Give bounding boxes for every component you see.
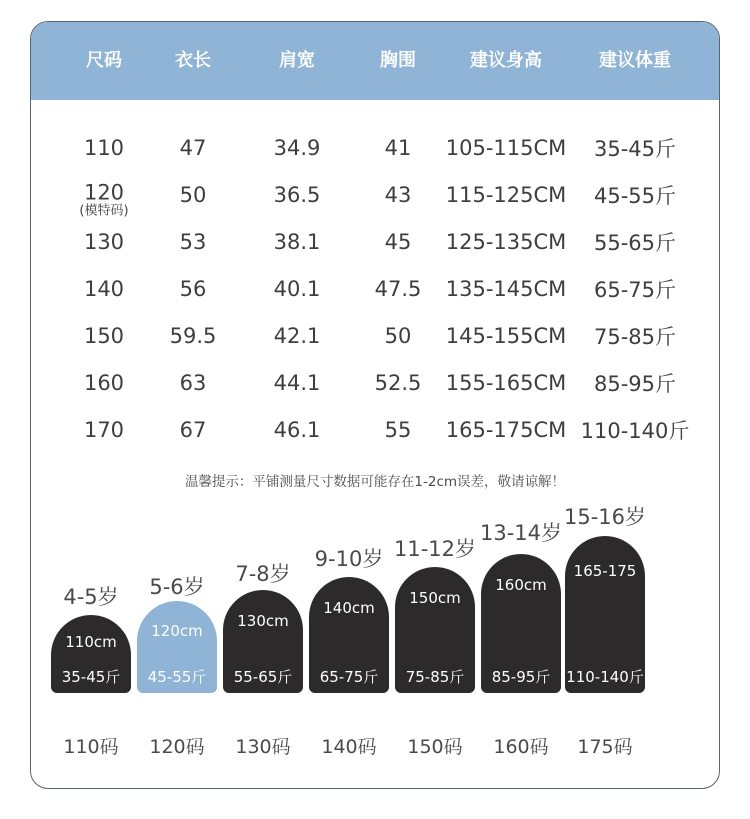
cell-weight: 75-85斤: [593, 325, 677, 349]
age-label: 13-14岁: [479, 521, 563, 545]
age-label: 9-10岁: [314, 547, 384, 571]
size-code-label: 120码: [149, 736, 205, 758]
figure-weight: 55-65斤: [233, 668, 293, 686]
header-weight: 建议体重: [599, 50, 671, 71]
cell-chest: 55: [384, 418, 412, 442]
cell-height: 115-125CM: [445, 183, 567, 207]
figure-weight: 65-75斤: [319, 668, 379, 686]
cell-size: 170: [83, 418, 125, 442]
cell-weight: 45-55斤: [593, 184, 677, 208]
size-figure-175码: [565, 536, 645, 693]
cell-height: 135-145CM: [445, 277, 567, 301]
age-label: 11-12岁: [393, 537, 477, 561]
header-shoulder: 肩宽: [279, 50, 315, 71]
cell-shoulder: 36.5: [273, 183, 321, 207]
figure-height-cm: 140cm: [323, 599, 375, 617]
figure-height-cm: 165-175: [573, 562, 637, 580]
cell-length: 47: [179, 136, 207, 160]
figure-weight: 45-55斤: [147, 668, 207, 686]
cell-shoulder: 46.1: [273, 418, 321, 442]
age-label: 15-16岁: [563, 505, 647, 529]
figure-height-cm: 120cm: [151, 622, 203, 640]
cell-length: 67: [179, 418, 207, 442]
cell-chest: 50: [384, 324, 412, 348]
size-code-label: 150码: [407, 736, 463, 758]
cell-size-note: (模特码): [79, 203, 129, 219]
cell-size: 160: [83, 371, 125, 395]
size-chart-card: [30, 21, 720, 789]
size-figure-160码: [481, 554, 561, 693]
cell-chest: 45: [384, 230, 412, 254]
figure-height-cm: 160cm: [495, 576, 547, 594]
table-header: [31, 22, 719, 100]
figure-weight: 110-140斤: [566, 668, 644, 686]
figure-height-cm: 150cm: [409, 589, 461, 607]
cell-height: 165-175CM: [445, 418, 567, 442]
cell-size: [79, 182, 128, 219]
cell-weight: 55-65斤: [593, 231, 677, 255]
figure-weight: 35-45斤: [61, 668, 121, 686]
cell-weight: 65-75斤: [593, 278, 677, 302]
cell-size: 110: [83, 136, 125, 160]
figure-height-cm: 130cm: [237, 612, 289, 630]
cell-weight: 110-140斤: [580, 419, 690, 443]
age-label: 7-8岁: [235, 562, 291, 586]
measurement-tip: 温馨提示：平铺测量尺寸数据可能存在1-2cm误差，敬请谅解！: [184, 474, 566, 490]
cell-shoulder: 40.1: [273, 277, 321, 301]
cell-chest: 52.5: [374, 371, 422, 395]
cell-length: 50: [179, 183, 207, 207]
size-figure-120码: [137, 601, 217, 693]
size-code-label: 140码: [321, 736, 377, 758]
cell-size-value: 120: [83, 180, 125, 205]
size-figure-130码: [223, 590, 303, 693]
header-size: 尺码: [86, 50, 122, 71]
cell-shoulder: 44.1: [273, 371, 321, 395]
header-length: 衣长: [175, 50, 211, 71]
cell-height: 125-135CM: [445, 230, 567, 254]
cell-size: 150: [83, 324, 125, 348]
cell-height: 105-115CM: [445, 136, 567, 160]
cell-length: 56: [179, 277, 207, 301]
cell-shoulder: 38.1: [273, 230, 321, 254]
size-figure-150码: [395, 567, 475, 693]
cell-length: 53: [179, 230, 207, 254]
figure-weight: 85-95斤: [491, 668, 551, 686]
size-code-label: 110码: [63, 736, 119, 758]
age-label: 5-6岁: [149, 575, 205, 599]
header-height: 建议身高: [470, 50, 542, 71]
figure-height-cm: 110cm: [65, 633, 117, 651]
cell-length: 59.5: [169, 324, 217, 348]
cell-height: 155-165CM: [445, 371, 567, 395]
cell-length: 63: [179, 371, 207, 395]
cell-chest: 41: [384, 136, 412, 160]
size-code-label: 160码: [493, 736, 549, 758]
size-code-label: 130码: [235, 736, 291, 758]
cell-chest: 43: [384, 183, 412, 207]
cell-height: 145-155CM: [445, 324, 567, 348]
size-figure-110码: [51, 615, 131, 693]
cell-shoulder: 42.1: [273, 324, 321, 348]
size-code-label: 175码: [577, 736, 633, 758]
cell-chest: 47.5: [374, 277, 422, 301]
cell-size: 130: [83, 230, 125, 254]
cell-shoulder: 34.9: [273, 136, 321, 160]
figure-weight: 75-85斤: [405, 668, 465, 686]
cell-weight: 35-45斤: [593, 137, 677, 161]
age-label: 4-5岁: [63, 585, 119, 609]
cell-weight: 85-95斤: [593, 372, 677, 396]
size-figure-140码: [309, 577, 389, 693]
cell-size: 140: [83, 277, 125, 301]
header-chest: 胸围: [380, 50, 416, 71]
